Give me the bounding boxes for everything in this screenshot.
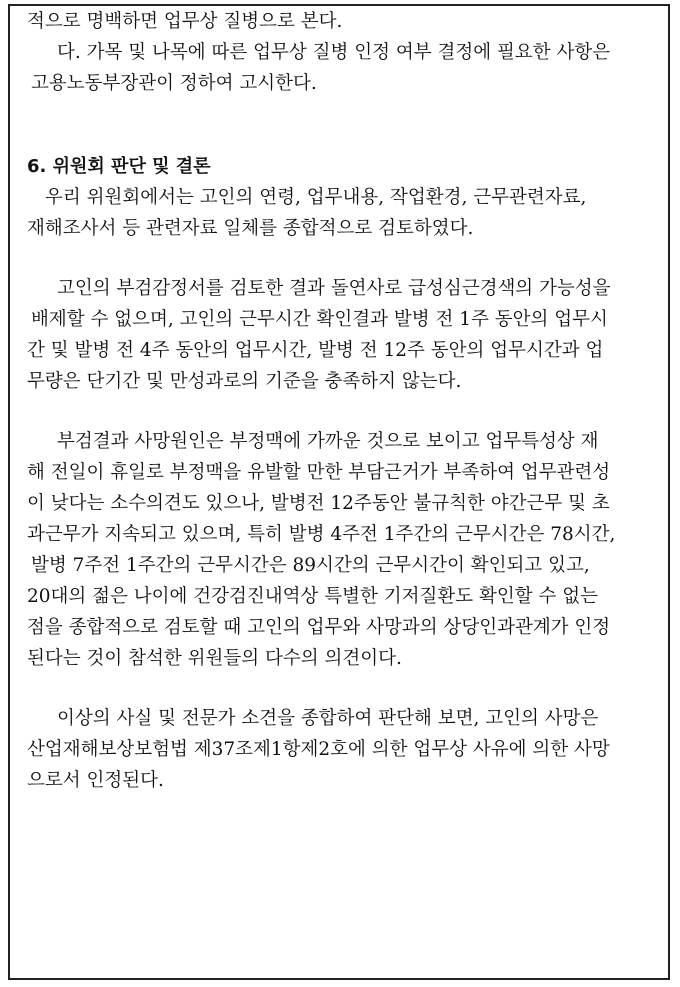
text-line: 점을 종합적으로 검토할 때 고인의 업무와 사망과의 상당인과관계가 인정 xyxy=(27,617,611,638)
text-line: 이 낮다는 소수의견도 있으나, 발병전 12주동안 불규칙한 야간근무 및 초 xyxy=(27,493,610,514)
text-line: 해 전일이 휴일로 부정맥을 유발할 만한 부담근거가 부족하여 업무관련성 xyxy=(27,462,611,483)
section-heading: 6. 위원회 판단 및 결론 xyxy=(27,156,211,177)
text-line: 무량은 단기간 및 만성과로의 기준을 충족하지 않는다. xyxy=(27,371,462,392)
text-line: 산업재해보상보험법 제37조제1항제2호에 의한 업무상 사유에 의한 사망 xyxy=(27,739,610,760)
text-line: 과근무가 지속되고 있으며, 특히 발병 4주전 1주간의 근무시간은 78시간, xyxy=(27,524,616,545)
text-line: 으로서 인정된다. xyxy=(27,770,164,791)
paragraph-conclusion xyxy=(27,703,667,796)
paragraph-review xyxy=(27,182,667,244)
text-line: 우리 위원회에서는 고인의 연령, 업무내용, 작업환경, 근무관련자료, xyxy=(45,187,587,208)
text-line: 발병 7주전 1주간의 근무시간은 89시간의 근무시간이 확인되고 있고, xyxy=(31,555,590,576)
text-line: 된다는 것이 참석한 위원들의 다수의 의견이다. xyxy=(27,648,402,669)
text-line: 재해조사서 등 관련자료 일체를 종합적으로 검토하였다. xyxy=(27,218,474,239)
paragraph-autopsy xyxy=(27,273,667,397)
text-line: 이상의 사실 및 전문가 소견을 종합하여 판단해 보면, 고인의 사망은 xyxy=(57,708,599,729)
text-line: 고용노동부장관이 정하여 고시한다. xyxy=(31,73,317,94)
text-line: 고인의 부검감정서를 검토한 결과 돌연사로 급성심근경색의 가능성을 xyxy=(57,278,611,299)
text-line: 부검결과 사망원인은 부정맥에 가까운 것으로 보이고 업무특성상 재 xyxy=(57,431,599,452)
text-line: 배제할 수 없으며, 고인의 근무시간 확인결과 발병 전 1주 동안의 업무시 xyxy=(31,309,608,330)
paragraph-criteria xyxy=(27,6,667,99)
text-line: 다. 가목 및 나목에 따른 업무상 질병 인정 여부 결정에 필요한 사항은 xyxy=(57,42,611,63)
paragraph-opinion xyxy=(27,426,667,674)
text-line: 간 및 발병 전 4주 동안의 업무시간, 발병 전 12주 동안의 업무시간과 업 xyxy=(27,340,604,361)
text-line: 적으로 명백하면 업무상 질병으로 본다. xyxy=(27,11,343,32)
document-body xyxy=(27,6,667,796)
text-line: 20대의 젊은 나이에 건강검진내역상 특별한 기저질환도 확인할 수 없는 xyxy=(27,586,598,607)
